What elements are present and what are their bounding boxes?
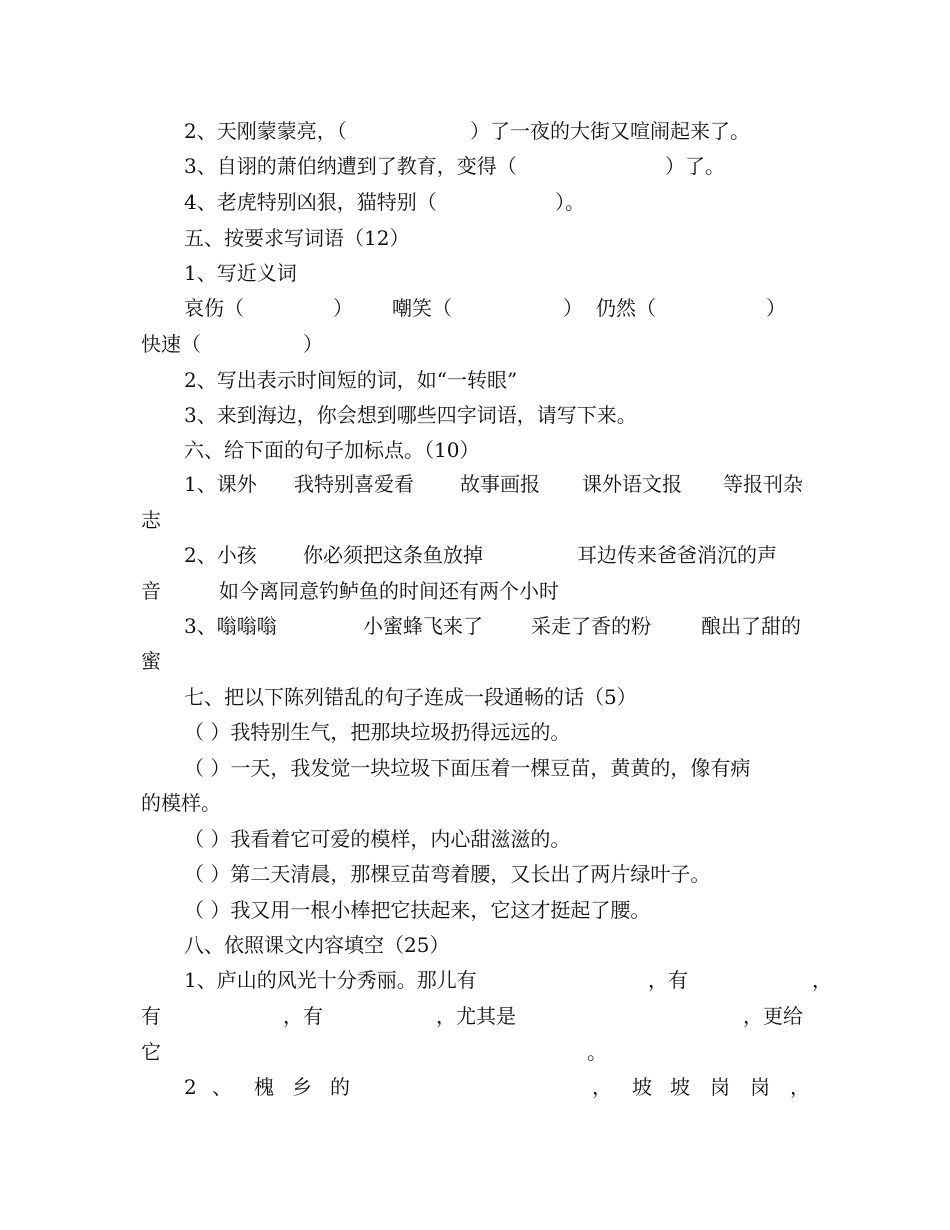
text-segment: 你必须把这条鱼放掉 bbox=[303, 543, 483, 567]
line-q7-5 bbox=[0, 892, 950, 928]
text-segment: 如今离同意钓鲈鱼的时间还有两个小时 bbox=[219, 579, 559, 603]
text-segment: 4、老虎特别凶狠，猫特别（ bbox=[184, 190, 437, 214]
text-segment: ）。 bbox=[555, 190, 585, 214]
text-segment: 五、按要求写词语（12） bbox=[184, 226, 410, 250]
text-segment: 槐 bbox=[254, 1075, 274, 1099]
line-q4-2 bbox=[0, 113, 950, 149]
text-segment: 八、依照课文内容填空（25） bbox=[184, 933, 450, 957]
text-segment: （ ）我又用一根小棒把它扶起来，它这才挺起了腰。 bbox=[184, 898, 651, 922]
text-segment: （ ）一天，我发觉一块垃圾下面压着一棵豆苗，黄黄的，像有病 bbox=[184, 756, 751, 780]
text-segment: 它 bbox=[141, 1040, 161, 1064]
text-segment: 故事画报 bbox=[460, 472, 540, 496]
line-q8-1a bbox=[0, 962, 950, 998]
section-6-heading bbox=[0, 432, 950, 468]
text-segment: 课外语文报 bbox=[582, 472, 682, 496]
line-q4-4 bbox=[0, 184, 950, 220]
line-q6-2a bbox=[0, 537, 950, 573]
line-q5-3 bbox=[0, 397, 950, 433]
text-segment: ，有 bbox=[283, 1004, 323, 1028]
line-q7-4 bbox=[0, 856, 950, 892]
text-segment: 乡 bbox=[292, 1075, 312, 1099]
text-segment: 音 bbox=[141, 579, 161, 603]
text-segment: 哀伤（ bbox=[184, 296, 244, 320]
line-q4-3 bbox=[0, 148, 950, 184]
text-segment: 仍然（ bbox=[596, 296, 656, 320]
text-segment: ， bbox=[812, 968, 832, 992]
line-q5-2 bbox=[0, 362, 950, 398]
section-8-heading bbox=[0, 927, 950, 963]
text-segment: 采走了香的粉 bbox=[531, 614, 651, 638]
line-q8-2 bbox=[0, 1069, 950, 1105]
line-q7-1 bbox=[0, 714, 950, 750]
section-7-heading bbox=[0, 679, 950, 715]
text-segment: 2、写出表示时间短的词，如“一转眼” bbox=[184, 368, 518, 392]
text-segment: 坡 bbox=[632, 1075, 652, 1099]
text-segment: 我特别喜爱看 bbox=[294, 472, 414, 496]
text-segment: （ ）我特别生气，把那块垃圾扔得远远的。 bbox=[184, 720, 571, 744]
text-segment: ，更给 bbox=[743, 1004, 803, 1028]
text-segment: 七、把以下陈列错乱的句子连成一段通畅的话（5） bbox=[184, 685, 637, 709]
text-segment: （ ）我看着它可爱的模样，内心甜滋滋的。 bbox=[184, 827, 571, 851]
line-q5-1a bbox=[0, 290, 950, 326]
line-q6-3b bbox=[0, 643, 950, 679]
text-segment: 1、庐山的风光十分秀丽。那儿有 bbox=[184, 968, 477, 992]
line-q7-2a bbox=[0, 750, 950, 786]
line-q5-1b bbox=[0, 326, 950, 362]
text-segment: 3、嗡嗡嗡 bbox=[184, 614, 277, 638]
text-segment: 等报刊杂 bbox=[723, 472, 803, 496]
text-segment: 岗 bbox=[750, 1075, 770, 1099]
text-segment: 的模样。 bbox=[141, 791, 221, 815]
text-segment: 3、自诩的萧伯纳遭到了教育，变得（ bbox=[184, 154, 517, 178]
text-segment: ） bbox=[303, 332, 323, 356]
line-q7-3 bbox=[0, 821, 950, 857]
text-segment: ， bbox=[592, 1075, 612, 1099]
text-segment: ） bbox=[563, 296, 583, 320]
text-segment: 有 bbox=[141, 1004, 161, 1028]
line-q8-1c bbox=[0, 1034, 950, 1070]
text-segment: 酿出了甜的 bbox=[701, 614, 801, 638]
text-segment: ）了一夜的大街又喧闹起来了。 bbox=[470, 119, 750, 143]
text-segment: ， bbox=[790, 1075, 810, 1099]
line-q6-2b bbox=[0, 573, 950, 609]
text-segment: 嘲笑（ bbox=[392, 296, 452, 320]
text-segment: 岗 bbox=[710, 1075, 730, 1099]
text-segment: （ ）第二天清晨，那棵豆苗弯着腰，又长出了两片绿叶子。 bbox=[184, 862, 711, 886]
text-segment: 。 bbox=[587, 1040, 607, 1064]
line-q6-3a bbox=[0, 608, 950, 644]
line-q7-2b bbox=[0, 785, 950, 821]
text-segment: 、 bbox=[212, 1075, 232, 1099]
text-segment: 2、天刚蒙蒙亮，（ bbox=[184, 119, 347, 143]
text-segment: 六、给下面的句子加标点。（10） bbox=[184, 438, 480, 462]
line-q6-1a bbox=[0, 466, 950, 502]
text-segment: 坡 bbox=[670, 1075, 690, 1099]
text-segment: ）了。 bbox=[665, 154, 725, 178]
text-segment: ，有 bbox=[648, 968, 688, 992]
section-5-heading bbox=[0, 220, 950, 256]
text-segment: 1、写近义词 bbox=[184, 261, 297, 285]
text-segment: 小蜜蜂飞来了 bbox=[363, 614, 483, 638]
text-segment: 2 bbox=[184, 1075, 197, 1099]
text-segment: 蜜 bbox=[141, 649, 161, 673]
text-segment: 2、小孩 bbox=[184, 543, 257, 567]
text-segment: 耳边传来爸爸消沉的声 bbox=[577, 543, 777, 567]
line-q8-1b bbox=[0, 998, 950, 1034]
text-segment: 快速（ bbox=[141, 332, 201, 356]
text-segment: 1、课外 bbox=[184, 472, 257, 496]
text-segment: 3、来到海边，你会想到哪些四字词语，请写下来。 bbox=[184, 403, 637, 427]
text-segment: ） bbox=[766, 296, 786, 320]
text-segment: ） bbox=[333, 296, 353, 320]
line-q6-1b bbox=[0, 502, 950, 538]
text-segment: 志 bbox=[141, 508, 161, 532]
text-segment: ，尤其是 bbox=[436, 1004, 516, 1028]
text-segment: 的 bbox=[330, 1075, 350, 1099]
line-q5-1 bbox=[0, 255, 950, 291]
